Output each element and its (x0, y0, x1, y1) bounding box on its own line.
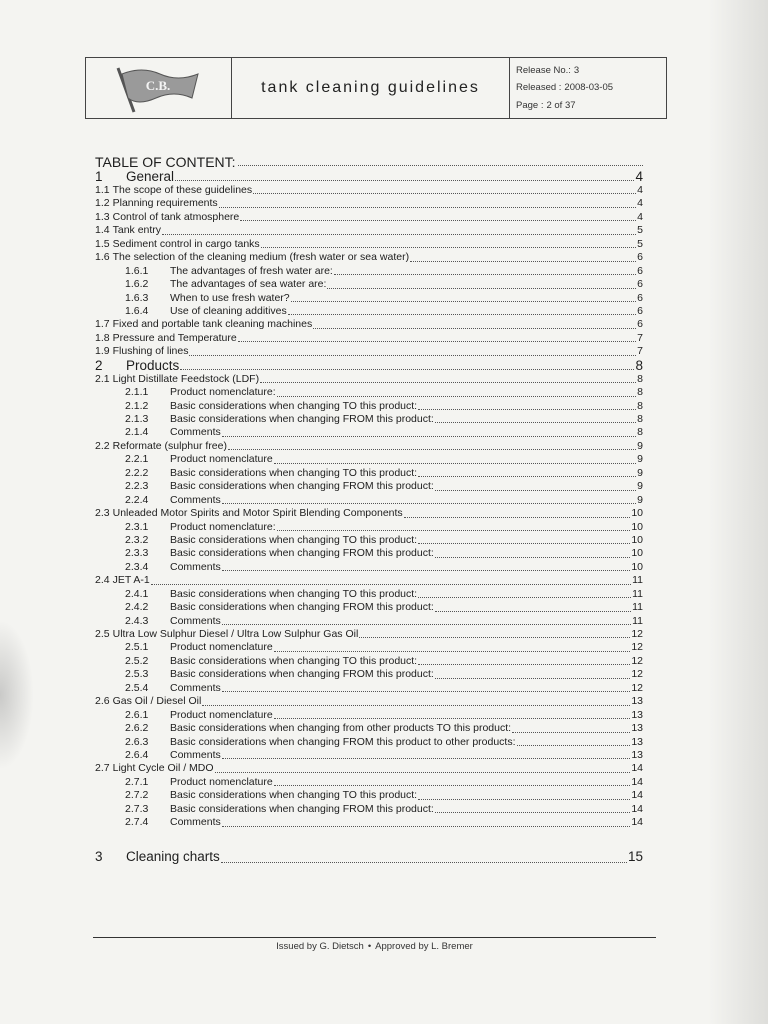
toc-entry-page: 7 (637, 345, 643, 358)
toc-entry-label: Basic considerations when changing TO this product: (170, 587, 418, 600)
toc-entry-page: 8 (635, 358, 643, 373)
toc-entry-leader (291, 293, 637, 302)
toc-entry-page: 13 (631, 708, 643, 721)
toc-entry-label: The scope of these guidelines (112, 184, 253, 196)
toc-entry-label: Comments (170, 816, 221, 829)
toc-entry[interactable] (95, 615, 643, 628)
scan-blot (0, 620, 34, 770)
toc-entry-label: Comments (170, 493, 221, 506)
toc-entry-leader (274, 710, 631, 719)
toc-entry-page: 14 (631, 802, 643, 815)
toc-entry-leader (274, 643, 631, 652)
toc-entry-number: 2.3.2 (125, 533, 149, 546)
toc-entry-number: 3 (95, 848, 103, 864)
toc-entry-leader (180, 361, 634, 370)
toc-entry[interactable] (95, 534, 643, 547)
toc-entry-leader (327, 280, 636, 289)
toc-entry-leader (240, 212, 636, 221)
toc-entry-page: 8 (637, 399, 643, 412)
toc-entry[interactable] (95, 184, 643, 197)
toc-entry-leader (418, 791, 630, 800)
toc-entry-label: Basic considerations when changing from other products TO this product: (170, 722, 512, 735)
toc-entry-page: 12 (631, 628, 643, 640)
toc-entry[interactable] (95, 332, 643, 345)
toc-entry-page: 6 (637, 251, 643, 264)
toc-entry-number: 2.4.1 (125, 587, 149, 600)
toc-entry-page: 5 (637, 224, 643, 237)
toc-entry-leader (277, 522, 631, 531)
toc-entry-number: 1.6.3 (125, 291, 149, 304)
released-date-label: Released : (516, 82, 562, 94)
toc-entry-label: Basic considerations when changing TO this product: (170, 789, 418, 802)
toc-entry[interactable] (95, 749, 643, 762)
toc-entry-page: 6 (637, 318, 643, 331)
toc-entry-label: Reformate (sulphur free) (112, 439, 227, 452)
toc-entry-label: JET A-1 (112, 574, 150, 587)
toc-entry-page: 14 (631, 762, 643, 775)
toc-entry-page: 4 (637, 197, 643, 210)
toc-entry[interactable] (95, 238, 643, 251)
toc-entry-leader (435, 549, 631, 558)
toc-entry-label: Product nomenclature (170, 708, 273, 721)
toc-entry-label: Basic considerations when changing FROM this product: (170, 802, 434, 815)
toc-entry-label: The advantages of fresh water are: (170, 264, 333, 277)
toc-entry-number: 2 (95, 358, 103, 373)
toc-entry-leader (261, 239, 636, 248)
toc-entry-page: 12 (631, 641, 643, 654)
toc-entry-number: 2.2 (95, 439, 110, 452)
toc-entry-page: 10 (631, 560, 643, 573)
toc-entry-label: Basic considerations when changing FROM this product: (170, 480, 434, 493)
toc-entry-number: 2.7.2 (125, 789, 149, 802)
toc-entry-number: 2.5.1 (125, 641, 149, 654)
toc-entry-leader (435, 603, 631, 612)
toc-entry-leader (435, 670, 631, 679)
toc-entry[interactable] (95, 521, 643, 534)
toc-entry[interactable] (95, 197, 643, 210)
toc-entry[interactable] (95, 601, 643, 614)
toc-entry-leader (288, 306, 636, 315)
toc-entry-page: 10 (631, 507, 643, 520)
page-number-row (516, 100, 666, 111)
toc-entry[interactable] (95, 345, 643, 358)
toc-entry-label: When to use fresh water? (170, 291, 290, 304)
toc-entry[interactable] (95, 628, 643, 641)
toc-entry-number: 2.2.2 (125, 466, 149, 479)
toc-entry[interactable] (95, 682, 643, 695)
toc-entry-number: 1.6.1 (125, 264, 149, 277)
toc-heading: TABLE OF CONTENT: (95, 154, 236, 170)
toc-entry[interactable] (95, 386, 643, 399)
released-date-row (516, 82, 666, 93)
toc-entry-leader (512, 724, 630, 733)
toc-entry-page: 6 (637, 278, 643, 291)
company-flag-logo-icon (112, 64, 202, 114)
toc-entry-number: 2.6.2 (125, 722, 149, 735)
toc-entry-page: 10 (631, 520, 643, 533)
toc-entry-number: 1.6 (95, 251, 110, 264)
toc-entry-page: 14 (631, 775, 643, 788)
toc-entry[interactable] (95, 655, 643, 668)
toc-entry-label: Comments (170, 560, 221, 573)
toc-entry-number: 2.3.1 (125, 520, 149, 533)
toc-entry-page: 14 (631, 816, 643, 829)
toc-entry-label: Basic considerations when changing TO this product: (170, 654, 418, 667)
toc-entry-page: 7 (637, 331, 643, 344)
toc-entry[interactable] (95, 588, 643, 601)
toc-gap (95, 830, 643, 848)
toc-entry-page: 12 (631, 681, 643, 694)
toc-entry-number: 2.3.4 (125, 560, 149, 573)
toc-entry[interactable] (95, 547, 643, 560)
toc-entry[interactable] (95, 265, 643, 278)
toc-entry-leader (222, 495, 636, 504)
toc-entry[interactable] (95, 400, 643, 413)
toc-entry-page: 15 (627, 848, 643, 864)
toc-entry-leader (418, 589, 631, 598)
toc-entry-page: 8 (637, 386, 643, 399)
toc-entry-page: 11 (632, 614, 643, 627)
toc-entry-number: 2.5 (95, 628, 110, 640)
toc-entry-number: 2.2.4 (125, 493, 149, 506)
release-number-label: Release No.: (516, 65, 571, 77)
toc-entry-label: Product nomenclature (170, 775, 273, 788)
toc-entry-number: 2.1.2 (125, 399, 149, 412)
toc-entry-number: 1.6.4 (125, 304, 149, 317)
release-meta (510, 58, 666, 118)
toc-entry-label: Light Cycle Oil / MDO (112, 762, 214, 775)
toc-heading-row (95, 150, 643, 170)
toc-entry-label: Comments (170, 748, 221, 761)
toc-entry[interactable] (95, 641, 643, 654)
toc-entry-leader (222, 428, 636, 437)
toc-entry-page: 12 (631, 654, 643, 667)
toc-entry-leader (404, 509, 631, 518)
toc-entry[interactable] (95, 251, 643, 264)
toc-entry-page: 13 (631, 748, 643, 761)
toc-entry-label: Sediment control in cargo tanks (112, 237, 260, 250)
toc-entry-leader (222, 750, 631, 759)
toc-entry-label: Gas Oil / Diesel Oil (112, 695, 202, 708)
toc-entry-page: 8 (637, 372, 643, 385)
toc-entry-number: 2.6 (95, 695, 110, 708)
toc-entry[interactable] (95, 453, 643, 466)
toc-entry-number: 2.2.1 (125, 453, 149, 466)
toc-entry-leader (418, 468, 636, 477)
toc-entry-label: Fixed and portable tank cleaning machines (112, 318, 313, 331)
toc-entry-page: 10 (631, 547, 643, 560)
toc-entry[interactable] (95, 803, 643, 816)
toc-entries (95, 170, 643, 830)
page-number-value: 2 of 37 (546, 99, 576, 111)
toc-entry-label: Product nomenclature: (170, 386, 276, 399)
toc-entry-label: Basic considerations when changing FROM this product to other products: (170, 735, 516, 748)
toc-entry[interactable] (95, 305, 643, 318)
toc-entry-number: 2.2.3 (125, 480, 149, 493)
toc-entry-leader (313, 320, 636, 329)
toc-entry-page: 6 (637, 291, 643, 304)
toc-entry-label: Product nomenclature: (170, 520, 276, 533)
toc-entry-number: 2.4.3 (125, 614, 149, 627)
toc-entry[interactable] (95, 668, 643, 681)
toc-entry-leader (435, 482, 636, 491)
toc-entry-leader (238, 333, 636, 342)
toc-entry[interactable] (95, 211, 643, 224)
toc-entry-page: 8 (637, 413, 643, 425)
toc-entry[interactable] (95, 292, 643, 305)
toc-entry-label: Use of cleaning additives (170, 304, 287, 317)
toc-entry[interactable] (95, 413, 643, 426)
toc-entry[interactable] (95, 467, 643, 480)
toc-entry-number: 2.1.4 (125, 426, 149, 439)
toc-entry-label: Comments (170, 681, 221, 694)
toc-entry-leader (334, 266, 636, 275)
toc-entry-leader (162, 226, 636, 235)
toc-entry[interactable] (95, 373, 643, 386)
toc-entry[interactable] (95, 574, 643, 587)
toc-entry-page: 9 (637, 453, 643, 466)
toc-entry-leader (221, 854, 627, 863)
toc-entry-label: Light Distillate Feedstock (LDF) (112, 372, 260, 385)
toc-entry-number: 1.5 (95, 237, 110, 250)
toc-entry[interactable] (95, 695, 643, 708)
release-number-row (516, 65, 666, 76)
toc-entry-number: 2.6.3 (125, 735, 149, 748)
toc-entry[interactable] (95, 789, 643, 802)
toc-entry-page: 6 (637, 264, 643, 277)
toc-entry-page: 13 (631, 722, 643, 735)
scan-shadow (708, 0, 768, 1024)
toc-entry-label: Basic considerations when changing FROM this product: (170, 668, 434, 681)
toc-entry-label: General (126, 170, 175, 184)
released-date-value: 2008-03-05 (564, 82, 614, 94)
toc-entry-number: 1.4 (95, 224, 110, 237)
toc-entry[interactable] (95, 709, 643, 722)
toc-entry-number: 1 (95, 170, 103, 184)
toc-entry[interactable] (95, 776, 643, 789)
toc-entry[interactable] (95, 816, 643, 829)
toc-entry[interactable] (95, 318, 643, 331)
toc-entry-number: 1.9 (95, 345, 110, 358)
toc-entry[interactable] (95, 722, 643, 735)
toc-entry[interactable] (95, 736, 643, 749)
toc-entry-leader (274, 455, 636, 464)
toc-entry-label: The advantages of sea water are: (170, 278, 327, 291)
toc-entry-page: 13 (631, 735, 643, 748)
toc-entry-page: 14 (631, 789, 643, 802)
toc-entry-number: 1.3 (95, 210, 110, 223)
footer (93, 941, 656, 952)
toc-entry-number: 2.7.3 (125, 802, 149, 815)
toc-entry-leader (277, 388, 637, 397)
toc-entry[interactable] (95, 170, 643, 184)
toc-entry-number: 1.8 (95, 331, 110, 344)
toc-entry-leader (418, 535, 630, 544)
toc-entry-label: Cleaning charts (126, 848, 220, 864)
toc-entry-page: 12 (631, 668, 643, 681)
footer-bullet: • (367, 941, 372, 952)
toc-entry-number: 2.5.3 (125, 668, 149, 681)
toc-entry-label: Products (126, 358, 180, 373)
toc-entry-label: Basic considerations when changing TO this product: (170, 399, 418, 412)
toc-entry-number: 2.7 (95, 762, 110, 775)
toc-entry-label: Ultra Low Sulphur Diesel / Ultra Low Sulphur Gas Oil (112, 628, 359, 640)
toc-entry-label: Basic considerations when changing FROM this product: (170, 547, 434, 560)
table-of-contents (95, 150, 643, 866)
toc-entry-leader (435, 804, 631, 813)
toc-entry-leader (253, 185, 636, 194)
toc-entry[interactable] (95, 762, 643, 775)
toc-entry-leader (274, 777, 631, 786)
toc-entry[interactable] (95, 359, 643, 373)
toc-entry-label: Tank entry (112, 224, 162, 237)
logo-text: C.B. (145, 78, 171, 93)
toc-entry-page: 4 (637, 184, 643, 196)
toc-entry-number: 2.3 (95, 507, 110, 520)
toc-entry-number: 2.4 (95, 574, 110, 587)
toc-entry-label: Product nomenclature (170, 641, 273, 654)
toc-entry-label: Flushing of lines (112, 345, 189, 358)
toc-entry-page: 9 (637, 480, 643, 493)
toc-entry-page: 8 (637, 426, 643, 439)
toc-entry-leader (222, 616, 631, 625)
toc-entry-number: 2.5.4 (125, 681, 149, 694)
toc-entry-label: The selection of the cleaning medium (fresh water or sea water) (112, 251, 410, 264)
toc-entry-leader (215, 764, 631, 773)
toc-entry-leader (359, 629, 630, 638)
toc-entry-leader (189, 347, 636, 356)
toc-entry[interactable] (95, 224, 643, 237)
toc-entry-label: Basic considerations when changing FROM this product: (170, 601, 434, 614)
toc-entry-page: 6 (637, 304, 643, 317)
toc-entry-leader (222, 818, 631, 827)
toc-entry-leader (517, 737, 631, 746)
toc-entry-page: 11 (632, 601, 643, 614)
toc-entry-leader (222, 683, 631, 692)
footer-approved-by: Approved by L. Bremer (375, 941, 473, 952)
toc-entry[interactable] (95, 440, 643, 453)
page-number-label: Page : (516, 99, 544, 111)
toc-entry-number: 2.4.2 (125, 601, 149, 614)
toc-entry-label: Basic considerations when changing FROM this product: (170, 413, 434, 425)
toc-entry-number: 1.1 (95, 184, 110, 196)
logo-cell (86, 58, 232, 118)
toc-entry-number: 2.5.2 (125, 654, 149, 667)
toc-entry-label: Comments (170, 426, 221, 439)
release-number-value: 3 (573, 65, 580, 77)
toc-entry[interactable] (95, 278, 643, 291)
toc-entry-leader (202, 697, 630, 706)
toc-entry-label: Comments (170, 614, 221, 627)
toc-entry-leader (418, 401, 636, 410)
toc-entry-page: 11 (632, 574, 643, 587)
toc-entry-page: 9 (637, 439, 643, 452)
toc-entry-page: 4 (637, 210, 643, 223)
toc-entry-page: 10 (631, 533, 643, 546)
footer-rule (93, 937, 656, 938)
toc-entry-label: Pressure and Temperature (112, 331, 237, 344)
toc-entry-leader (418, 656, 630, 665)
toc-entry-label: Basic considerations when changing TO this product: (170, 533, 418, 546)
toc-entry-leader (151, 576, 631, 585)
toc-entry-number: 1.7 (95, 318, 110, 331)
toc-entry-number: 2.3.3 (125, 547, 149, 560)
toc-entry-label: Product nomenclature (170, 453, 273, 466)
toc-entry-label: Control of tank atmosphere (112, 210, 240, 223)
toc-entry-number: 2.1.3 (125, 413, 149, 425)
toc-entry-number: 2.1.1 (125, 386, 149, 399)
toc-entry-leader (410, 253, 636, 262)
document-header (85, 57, 667, 119)
toc-entry-page: 13 (631, 695, 643, 708)
toc-entry-number: 2.1 (95, 372, 110, 385)
toc-entry-label: Basic considerations when changing TO this product: (170, 466, 418, 479)
toc-entry-number: 2.6.4 (125, 748, 149, 761)
footer-issued-by: Issued by G. Dietsch (276, 941, 364, 952)
toc-entry-leader (228, 441, 636, 450)
toc-entry-label: Planning requirements (112, 197, 218, 210)
toc-entry-page: 9 (637, 466, 643, 479)
toc-entry-leader (435, 414, 636, 423)
toc-entry-number: 1.6.2 (125, 278, 149, 291)
toc-entry-page: 4 (635, 170, 643, 184)
toc-entry-leader (219, 199, 636, 208)
toc-entry-leader (222, 562, 631, 571)
toc-entry-leader (175, 172, 634, 181)
toc-entry[interactable] (95, 426, 643, 439)
toc-entry[interactable] (95, 480, 643, 493)
toc-entry-page: 5 (637, 237, 643, 250)
toc-heading-leader (238, 155, 643, 166)
toc-entry[interactable] (95, 561, 643, 574)
toc-entry-number: 2.7.1 (125, 775, 149, 788)
toc-entry-page: 9 (637, 493, 643, 506)
toc-entry-page: 11 (632, 587, 643, 600)
toc-entry-chapter-3[interactable] (95, 848, 643, 866)
toc-entry-number: 2.6.1 (125, 708, 149, 721)
toc-entry-label: Unleaded Motor Spirits and Motor Spirit Blending Components (112, 507, 403, 520)
document-title: tank cleaning guidelines (232, 58, 510, 118)
toc-entry[interactable] (95, 507, 643, 520)
toc-entry-number: 1.2 (95, 197, 110, 210)
toc-entry-leader (260, 374, 636, 383)
toc-entry[interactable] (95, 494, 643, 507)
toc-entry-number: 2.7.4 (125, 816, 149, 829)
